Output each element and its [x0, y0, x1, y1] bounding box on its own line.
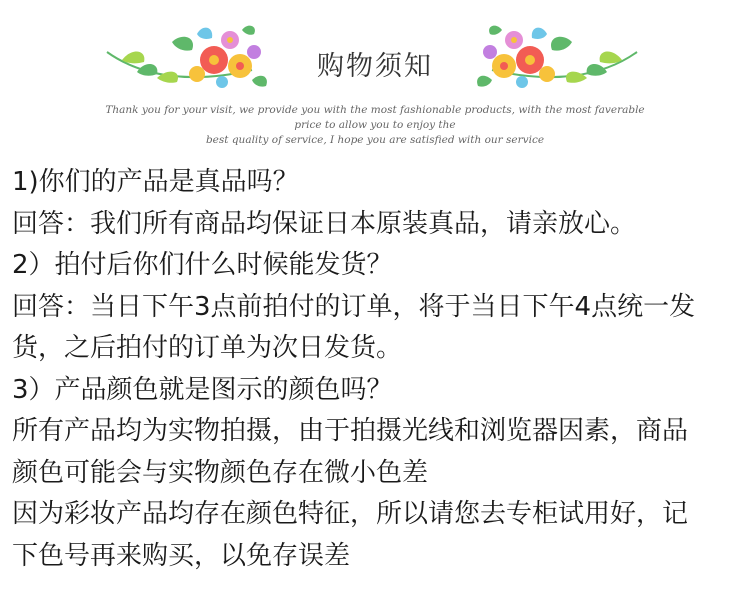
- faq-question-2: 2）拍付后你们什么时候能发货？: [12, 250, 393, 280]
- header-banner: [0, 0, 750, 146]
- faq-note-line-2: 下色号再来购买，以免存误差: [12, 540, 351, 571]
- faq-answer-2-line-1: 回答：当日下午3点前拍付的订单，将于当日下午4点统一发: [12, 291, 696, 322]
- faq-answer-3-line-2: 颜色可能会与实物颜色存在微小色差: [12, 457, 429, 488]
- floral-decoration-right: [472, 22, 642, 102]
- subtitle-line-2: best quality of service, I hope you are satisfied with our service: [205, 134, 545, 146]
- subtitle-line-1: Thank you for your visit, we provide you with the most fashionable products, with the most faverable price to allow you to enjoy the: [105, 104, 645, 131]
- faq-answer-2-line-2: 货，之后拍付的订单为次日发货。: [12, 333, 403, 363]
- faq-note-line-1: 因为彩妆产品均存在颜色特征，所以请您去专柜试用好，记: [12, 499, 689, 529]
- faq-content: [12, 162, 744, 577]
- faq-answer-1: 回答：我们所有商品均保证日本原装真品，请亲放心。: [12, 208, 637, 239]
- header-subtitle: [100, 103, 650, 148]
- faq-question-3: 3）产品颜色就是图示的颜色吗？: [12, 374, 393, 405]
- faq-answer-3-line-1: 所有产品均为实物拍摄，由于拍摄光线和浏览器因素，商品: [12, 416, 689, 446]
- faq-question-1: 1)你们的产品是真品吗？: [12, 167, 299, 197]
- page-title: 购物须知: [317, 51, 433, 82]
